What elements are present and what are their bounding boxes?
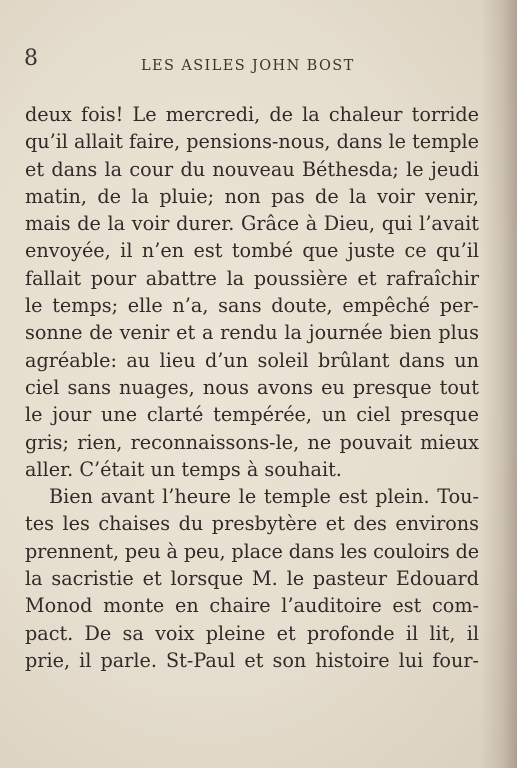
text-line: envoyée, il n’en est tombé que juste ce qu’il bbox=[25, 239, 479, 263]
paragraph-end-line: aller. C’était un temps à souhait. bbox=[25, 457, 342, 481]
text-line: gris; rien, reconnaissons-le, ne pouvait mieux bbox=[25, 430, 479, 454]
text-line: prie, il parle. St-Paul et son histoire lui four- bbox=[25, 648, 479, 672]
running-title: LES ASILES JOHN BOST bbox=[141, 58, 355, 74]
page-header bbox=[0, 46, 517, 76]
text-line: deux fois! Le mercredi, de la chaleur torride bbox=[25, 103, 479, 126]
text-line: fallait pour abattre la poussière et rafraîchir bbox=[25, 266, 479, 290]
text-line: Monod monte en chaire l’auditoire est com- bbox=[25, 594, 479, 618]
text-line: qu’il allait faire, pensions-nous, dans le temple bbox=[25, 130, 480, 154]
text-line: pact. De sa voix pleine et profonde il lit, il bbox=[25, 621, 479, 645]
text-line: sonne de venir et a rendu la journée bien plus bbox=[25, 321, 479, 345]
text-line: tes les chaises du presbytère et des environs bbox=[25, 512, 479, 536]
text-line: la sacristie et lorsque M. le pasteur Edouard bbox=[25, 567, 479, 591]
text-line: ciel sans nuages, nous avons eu presque tout bbox=[25, 375, 479, 399]
text-line: le temps; elle n’a, sans doute, empêché per- bbox=[25, 294, 479, 318]
page-number: 8 bbox=[24, 46, 38, 71]
text-line: prennent, peu à peu, place dans les couloirs de bbox=[25, 539, 479, 563]
text-line: matin, de la pluie; non pas de la voir venir, bbox=[25, 184, 479, 208]
body-text bbox=[25, 101, 479, 674]
text-line: et dans la cour du nouveau Béthesda; le jeudi bbox=[25, 157, 479, 181]
text-line: agréable: au lieu d’un soleil brûlant dans un bbox=[25, 348, 479, 372]
paragraph-start-line: Bien avant l’heure le temple est plein. Tou- bbox=[49, 485, 479, 509]
text-line: mais de la voir durer. Grâce à Dieu, qui l’avait bbox=[25, 212, 479, 236]
text-line: le jour une clarté tempérée, un ciel presque bbox=[25, 403, 479, 427]
